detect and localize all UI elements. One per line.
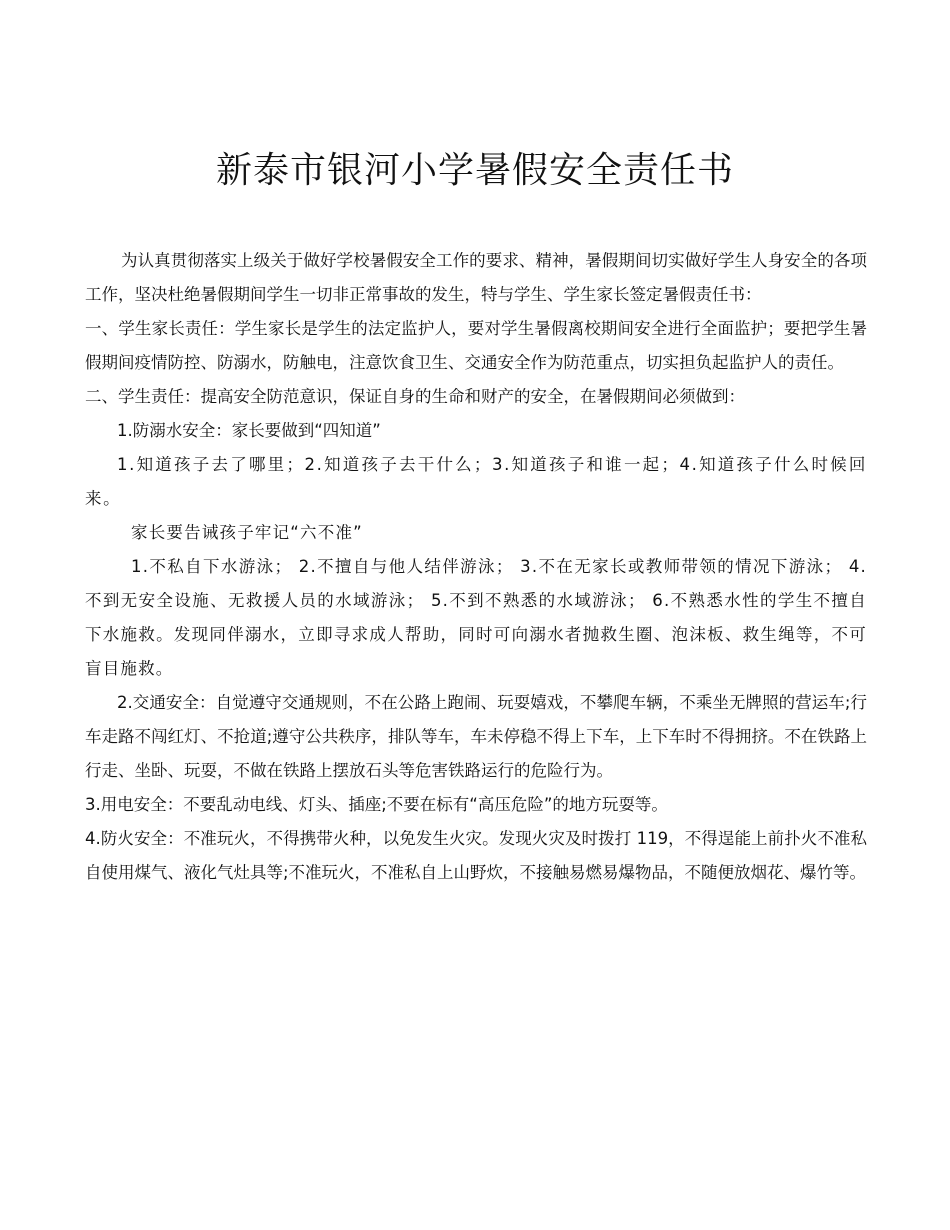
document-title: 新泰市银河小学暑假安全责任书 xyxy=(215,150,734,191)
six-no-heading: 家长要告诫孩子牢记“六不准” xyxy=(131,523,363,542)
traffic-paragraph: 2.交通安全：自觉遵守交通规则，不在公路上跑闹、玩耍嬉戏，不攀爬车辆，不乘坐无牌照的营运车;行车走路不闯红灯、不抢道;遵守公共秩序，排队等车，车未停稳不得上下车，上下车时不得拥挤。不在铁路上行走、坐卧、玩耍，不做在铁路上摆放石头等危害铁路运行的危险行为。 xyxy=(85,693,867,780)
electric-paragraph: 3.用电安全：不要乱动电线、灯头、插座;不要在标有“高压危险”的地方玩耍等。 xyxy=(85,795,668,814)
intro-paragraph: 为认真贯彻落实上级关于做好学校暑假安全工作的要求、精神，暑假期间切实做好学生人身安全的各项工作，坚决杜绝暑假期间学生一切非正常事故的发生，特与学生、学生家长签定暑假责任书： xyxy=(85,251,867,304)
six-no-paragraph: 1.不私自下水游泳； 2.不擅自与他人结伴游泳； 3.不在无家长或教师带领的情况下游泳； 4.不到无安全设施、无救援人员的水域游泳； 5.不到不熟悉的水域游泳； 6.不熟悉水性的学生不擅自下水施救。发现同伴溺水，立即寻求成人帮助，同时可向溺水者抛救生圈、泡沫板、救生绳等，不可盲目施救。 xyxy=(85,557,867,678)
document-body xyxy=(85,244,867,890)
drowning-heading: 1.防溺水安全：家长要做到“四知道” xyxy=(117,421,381,440)
parent-duty-paragraph: 一、学生家长责任：学生家长是学生的法定监护人，要对学生暑假离校期间安全进行全面监护；要把学生暑假期间疫情防控、防溺水，防触电，注意饮食卫生、交通安全作为防范重点，切实担负起监护人的责任。 xyxy=(85,319,867,372)
four-know-paragraph: 1.知道孩子去了哪里；2.知道孩子去干什么；3.知道孩子和谁一起；4.知道孩子什么时候回来。 xyxy=(85,455,867,508)
fire-paragraph: 4.防火安全：不准玩火，不得携带火种，以免发生火灾。发现火灾及时拨打 119，不得逞能上前扑火不准私自使用煤气、液化气灶具等;不准玩火，不准私自上山野炊，不接触易燃易爆物品，不随便放烟花、爆竹等。 xyxy=(85,829,867,882)
student-duty-paragraph: 二、学生责任：提高安全防范意识，保证自身的生命和财产的安全，在暑假期间必须做到： xyxy=(85,387,745,406)
